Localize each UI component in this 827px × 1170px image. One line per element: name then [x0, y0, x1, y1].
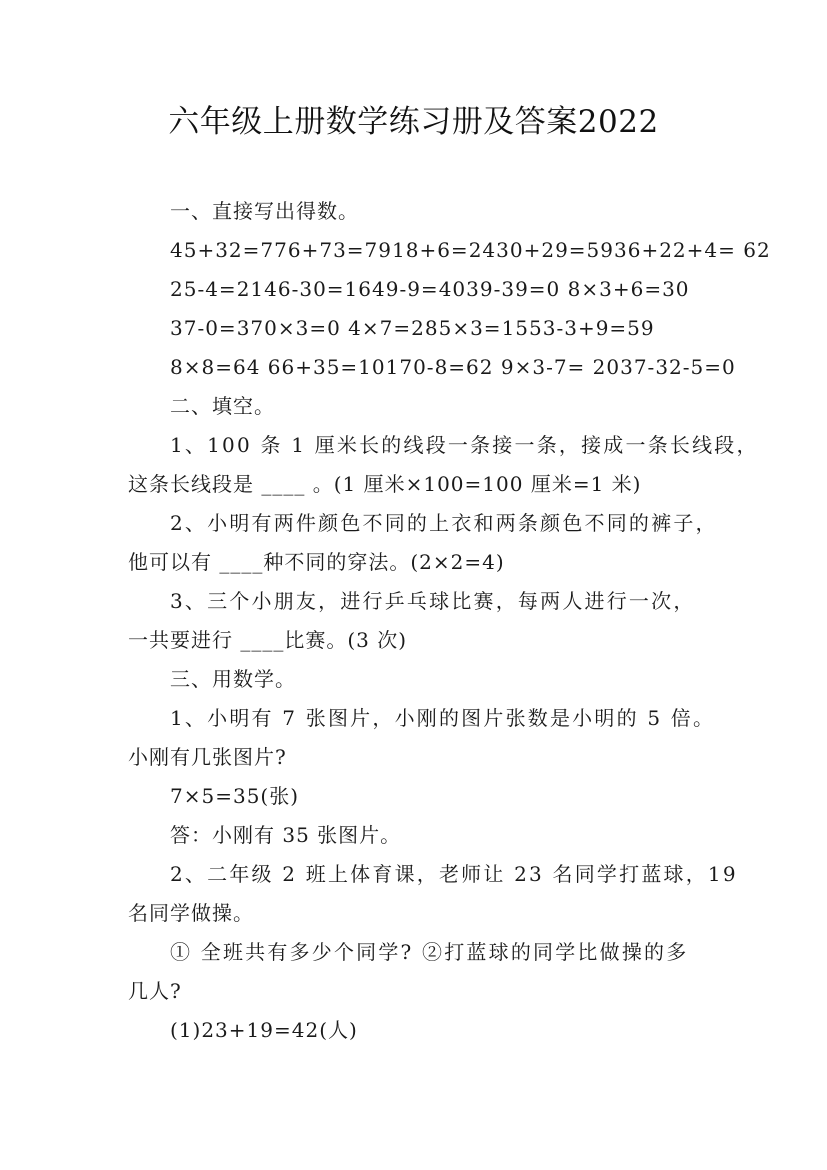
- question-3-line-1: 3、三个小朋友，进行乒乓球比赛，每两人进行一次，: [170, 589, 696, 613]
- question-3-line-2: 一共要进行 ____比赛。(3 次): [128, 628, 408, 652]
- problem-2-line-2: 名同学做操。: [128, 901, 254, 925]
- problem-1-line-1: 1、小明有 7 张图片，小刚的图片张数是小明的 5 倍。: [170, 706, 716, 730]
- problem-2-questions-cont: 几人?: [128, 979, 182, 1003]
- question-1-line-1: 1、100 条 1 厘米长的线段一条接一条，接成一条长线段，: [170, 433, 759, 457]
- problem-1-answer: 答：小刚有 35 张图片。: [170, 823, 402, 847]
- problem-2-equation-1: (1)23+19=42(人): [170, 1018, 358, 1042]
- section-heading-2: 二、填空。: [170, 394, 275, 418]
- document-title: 六年级上册数学练习册及答案2022: [168, 104, 659, 140]
- problem-1-equation: 7×5=35(张): [170, 784, 300, 808]
- section-heading-3: 三、用数学。: [170, 667, 296, 691]
- calc-row-1: 45+32=776+73=7918+6=2430+29=5936+22+4= 62: [170, 238, 771, 262]
- question-1-line-2: 这条长线段是 ____ 。(1 厘米×100=100 厘米=1 米): [128, 472, 642, 496]
- section-heading-1: 一、直接写出得数。: [170, 199, 359, 223]
- problem-2-questions: ① 全班共有多少个同学? ②打蓝球的同学比做操的多: [170, 940, 689, 964]
- question-2-line-1: 2、小明有两件颜色不同的上衣和两条颜色不同的裤子，: [170, 511, 718, 535]
- problem-2-line-1: 2、二年级 2 班上体育课，老师让 23 名同学打蓝球，19: [170, 862, 738, 886]
- problem-1-line-2: 小刚有几张图片?: [128, 745, 287, 769]
- calc-row-4: 8×8=64 66+35=10170-8=62 9×3-7= 2037-32-5=0: [170, 355, 736, 379]
- calc-row-2: 25-4=2146-30=1649-9=4039-39=0 8×3+6=30: [170, 277, 690, 301]
- question-2-line-2: 他可以有 ____种不同的穿法。(2×2=4): [128, 550, 505, 574]
- calc-row-3: 37-0=370×3=0 4×7=285×3=1553-3+9=59: [170, 316, 655, 340]
